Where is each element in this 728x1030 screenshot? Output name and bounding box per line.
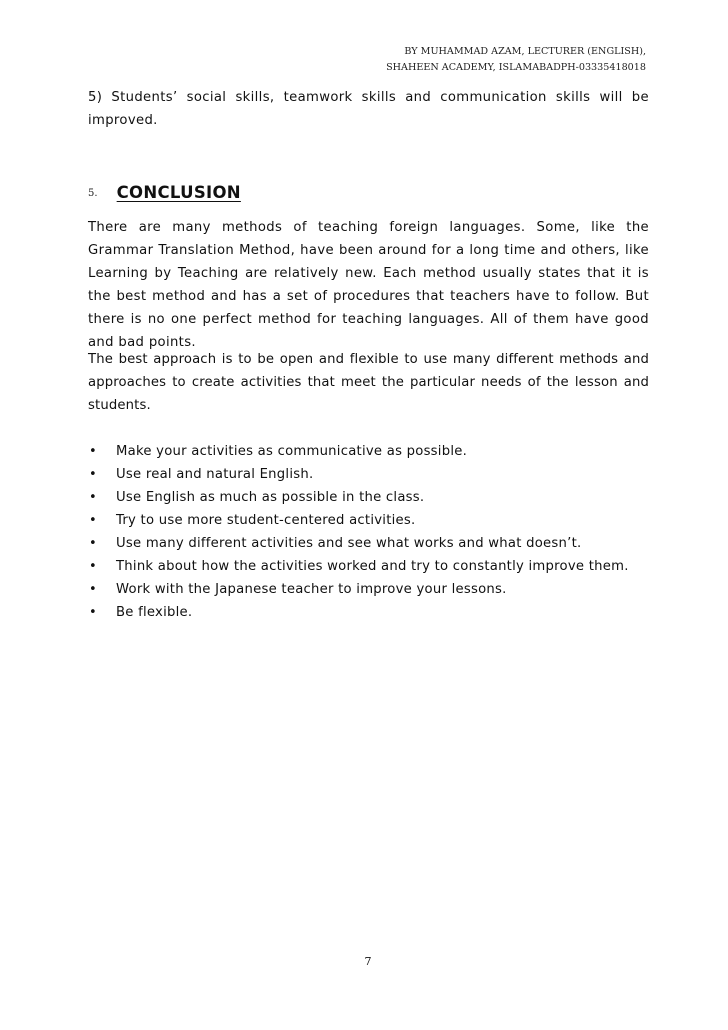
list-item-text: Be flexible. (116, 605, 193, 620)
list-item (88, 555, 649, 578)
list-item-text: Try to use more student-centered activities. (116, 513, 416, 528)
header-author-line: BY MUHAMMAD AZAM, LECTURER (ENGLISH), (404, 46, 646, 57)
list-item (88, 578, 649, 601)
intro-list-item: 5) Students’ social skills, teamwork skills and communication skills will be improved. (88, 90, 649, 128)
conclusion-paragraph-1: There are many methods of teaching foreign languages. Some, like the Grammar Translation Method, have been around for a long time and others, like Learning by Teaching are relatively new. Each method usually states that it is the best method and has a set of procedures that teachers have to follow. But there is no one perfect method for teaching languages. All of them have good and bad points. (88, 220, 649, 350)
list-item (88, 440, 649, 463)
list-item (88, 509, 649, 532)
header-academy-line: SHAHEEN ACADEMY, ISLAMABADPH-03335418018 (386, 62, 646, 73)
bullet-icon: • (89, 559, 97, 574)
list-item-text: Use English as much as possible in the class. (116, 490, 425, 505)
bullet-icon: • (89, 582, 97, 597)
section-heading (88, 183, 241, 202)
page-number: 7 (364, 955, 372, 968)
list-item (88, 601, 649, 624)
list-item-text: Use real and natural English. (116, 467, 314, 482)
tips-list (88, 440, 649, 624)
list-item (88, 486, 649, 509)
bullet-icon: • (89, 536, 97, 551)
list-item-text: Think about how the activities worked and try to constantly improve them. (116, 559, 629, 574)
list-item-text: Use many different activities and see what works and what doesn’t. (116, 536, 582, 551)
page-header (346, 44, 646, 76)
bullet-icon: • (89, 605, 97, 620)
list-item-text: Make your activities as communicative as possible. (116, 444, 468, 459)
list-item (88, 532, 649, 555)
section-number: 5. (88, 188, 98, 199)
bullet-icon: • (89, 513, 97, 528)
bullet-icon: • (89, 490, 97, 505)
bullet-icon: • (89, 444, 97, 459)
list-item-text: Work with the Japanese teacher to improve your lessons. (116, 582, 507, 597)
conclusion-paragraph-2: The best approach is to be open and flexible to use many different methods and approaches to create activities that meet the particular needs of the lesson and students. (88, 352, 649, 413)
list-item (88, 463, 649, 486)
section-title: CONCLUSION (116, 183, 241, 202)
bullet-icon: • (89, 467, 97, 482)
